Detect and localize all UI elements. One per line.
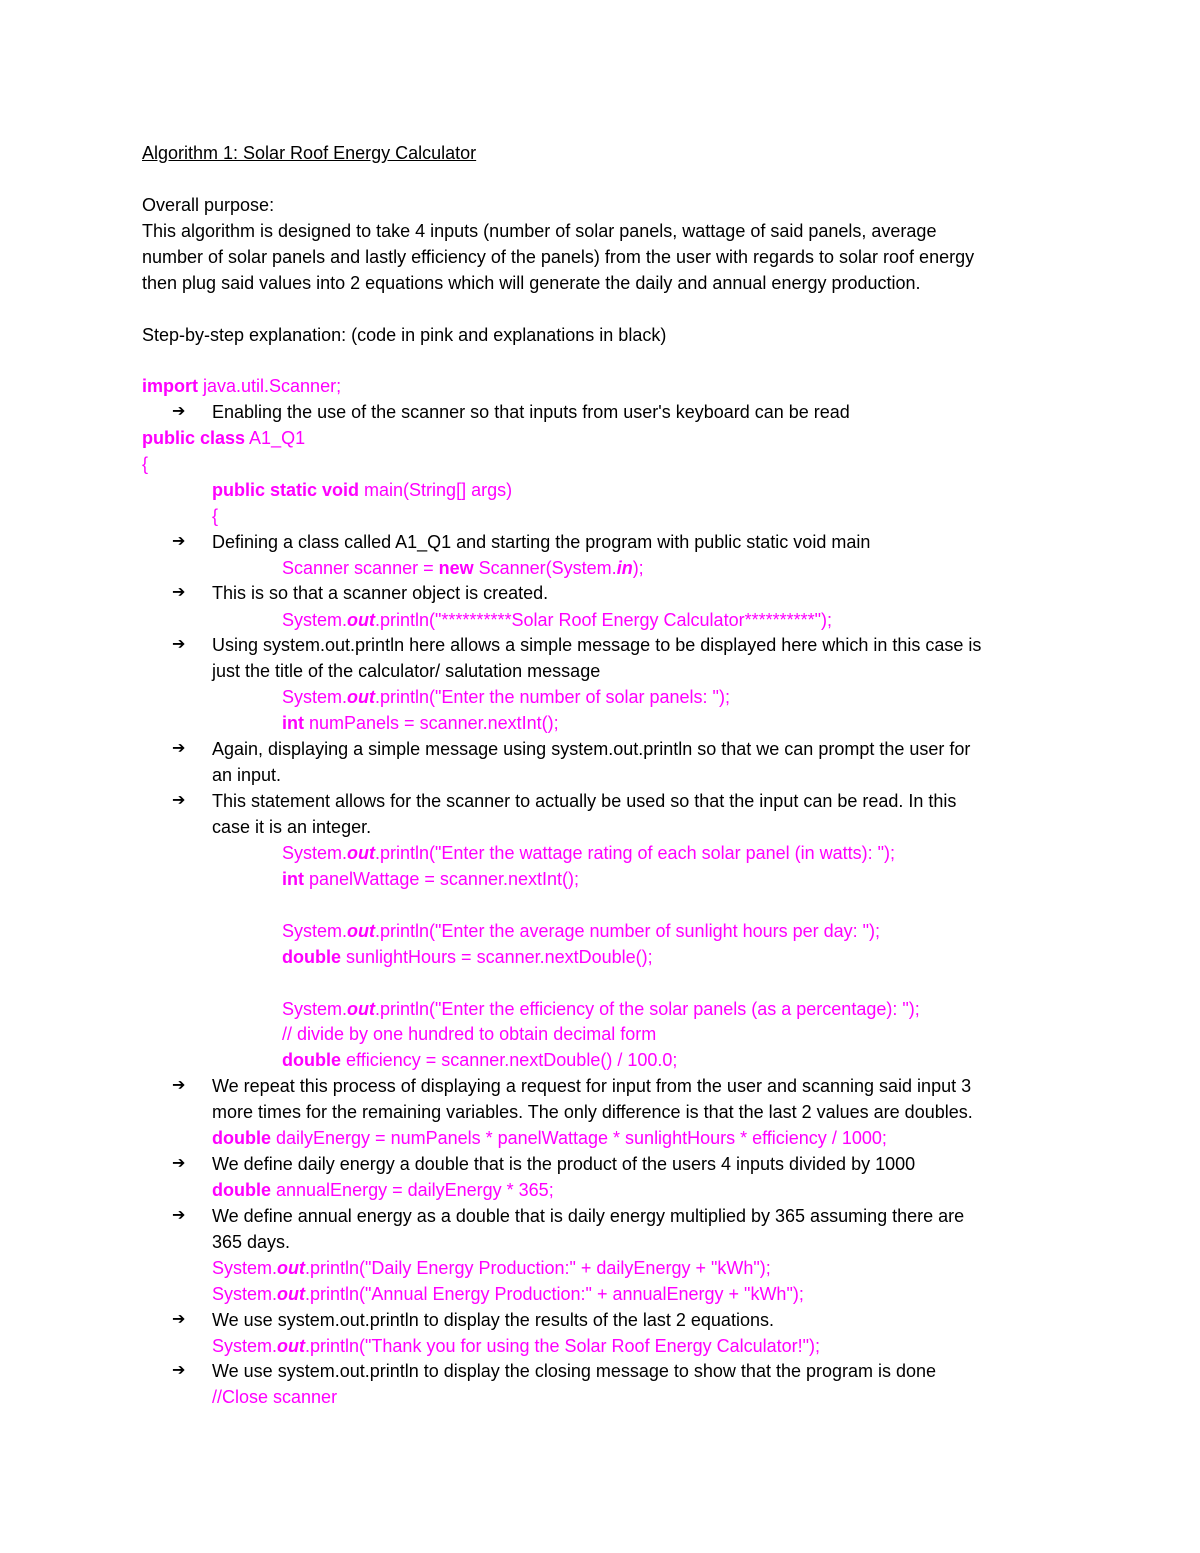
code-comment-divide: // divide by one hundred to obtain decimal form [282,1024,657,1044]
code-line-daily-energy: double dailyEnergy = numPanels * panelWattage * sunlightHours * efficiency / 1000; [212,1128,887,1148]
code-line-println-sunlight: System.out.println("Enter the average number of sunlight hours per day: "); [282,921,881,941]
arrow-bullet-icon: ➔ [172,1077,186,1094]
code-line-println-panels: System.out.println("Enter the number of solar panels: "); [282,687,730,707]
code-line-numpanels: int numPanels = scanner.nextInt(); [282,713,559,733]
explanation-line: an input. [212,765,282,785]
code-line-scanner: Scanner scanner = new Scanner(System.in); [282,558,644,578]
code-line-import: import java.util.Scanner; [142,376,342,396]
code-line-main: public static void main(String[] args) [212,480,513,500]
explanation-line: Defining a class called A1_Q1 and starting the program with public static void main [212,532,871,552]
arrow-bullet-icon: ➔ [172,792,186,809]
code-line-efficiency: double efficiency = scanner.nextDouble() / 100.0; [282,1050,678,1070]
explanation-line: We repeat this process of displaying a request for input from the user and scanning said input 3 [212,1076,972,1096]
purpose-line: then plug said values into 2 equations which will generate the daily and annual energy production. [142,273,921,293]
code-line-println-efficiency: System.out.println("Enter the efficiency of the solar panels (as a percentage): "); [282,999,920,1019]
arrow-bullet-icon: ➔ [172,1311,186,1328]
code-line-sunlight: double sunlightHours = scanner.nextDouble(); [282,947,653,967]
arrow-bullet-icon: ➔ [172,584,186,601]
explanation-line: We use system.out.println to display the results of the last 2 equations. [212,1310,774,1330]
explanation-line: Using system.out.println here allows a simple message to be displayed here which in this case is [212,635,982,655]
explanation-line: just the title of the calculator/ salutation message [212,661,601,681]
document-title: Algorithm 1: Solar Roof Energy Calculator [142,143,477,163]
arrow-bullet-icon: ➔ [172,1207,186,1224]
arrow-bullet-icon: ➔ [172,1155,186,1172]
code-comment-close: //Close scanner [212,1387,338,1407]
steps-heading: Step-by-step explanation: (code in pink and explanations in black) [142,325,667,345]
explanation-line: We define daily energy a double that is the product of the users 4 inputs divided by 1000 [212,1154,916,1174]
arrow-bullet-icon: ➔ [172,533,186,550]
code-line-main-brace: { [212,506,219,526]
explanation-line: We define annual energy as a double that is daily energy multiplied by 365 assuming there are [212,1206,965,1226]
purpose-heading: Overall purpose: [142,195,275,215]
explanation-line: This is so that a scanner object is created. [212,583,549,603]
code-line-println-annual: System.out.println("Annual Energy Production:" + annualEnergy + "kWh"); [212,1284,804,1304]
purpose-line: number of solar panels and lastly efficiency of the panels) from the user with regards to solar roof energy [142,247,975,267]
arrow-bullet-icon: ➔ [172,403,186,420]
code-line-println-wattage: System.out.println("Enter the wattage rating of each solar panel (in watts): "); [282,843,896,863]
arrow-bullet-icon: ➔ [172,740,186,757]
arrow-bullet-icon: ➔ [172,1362,186,1379]
explanation-line: Again, displaying a simple message using system.out.println so that we can prompt the user for [212,739,971,759]
code-line-println-thanks: System.out.println("Thank you for using the Solar Roof Energy Calculator!"); [212,1336,821,1356]
code-line-annual-energy: double annualEnergy = dailyEnergy * 365; [212,1180,554,1200]
explanation-line: more times for the remaining variables. The only difference is that the last 2 values are doubles. [212,1102,973,1122]
explanation-line: We use system.out.println to display the closing message to show that the program is done [212,1361,937,1381]
explanation-line: case it is an integer. [212,817,372,837]
explanation-line: Enabling the use of the scanner so that inputs from user's keyboard can be read [212,402,850,422]
explanation-line: This statement allows for the scanner to actually be used so that the input can be read. In this [212,791,957,811]
code-line-println-daily: System.out.println("Daily Energy Production:" + dailyEnergy + "kWh"); [212,1258,771,1278]
explanation-line: 365 days. [212,1232,291,1252]
arrow-bullet-icon: ➔ [172,636,186,653]
code-line-wattage: int panelWattage = scanner.nextInt(); [282,869,579,889]
code-line-println-title: System.out.println("**********Solar Roof Energy Calculator**********"); [282,610,833,630]
code-line-class: public class A1_Q1 [142,428,306,448]
code-line-brace: { [142,454,149,474]
purpose-line: This algorithm is designed to take 4 inputs (number of solar panels, wattage of said panels, average [142,221,937,241]
